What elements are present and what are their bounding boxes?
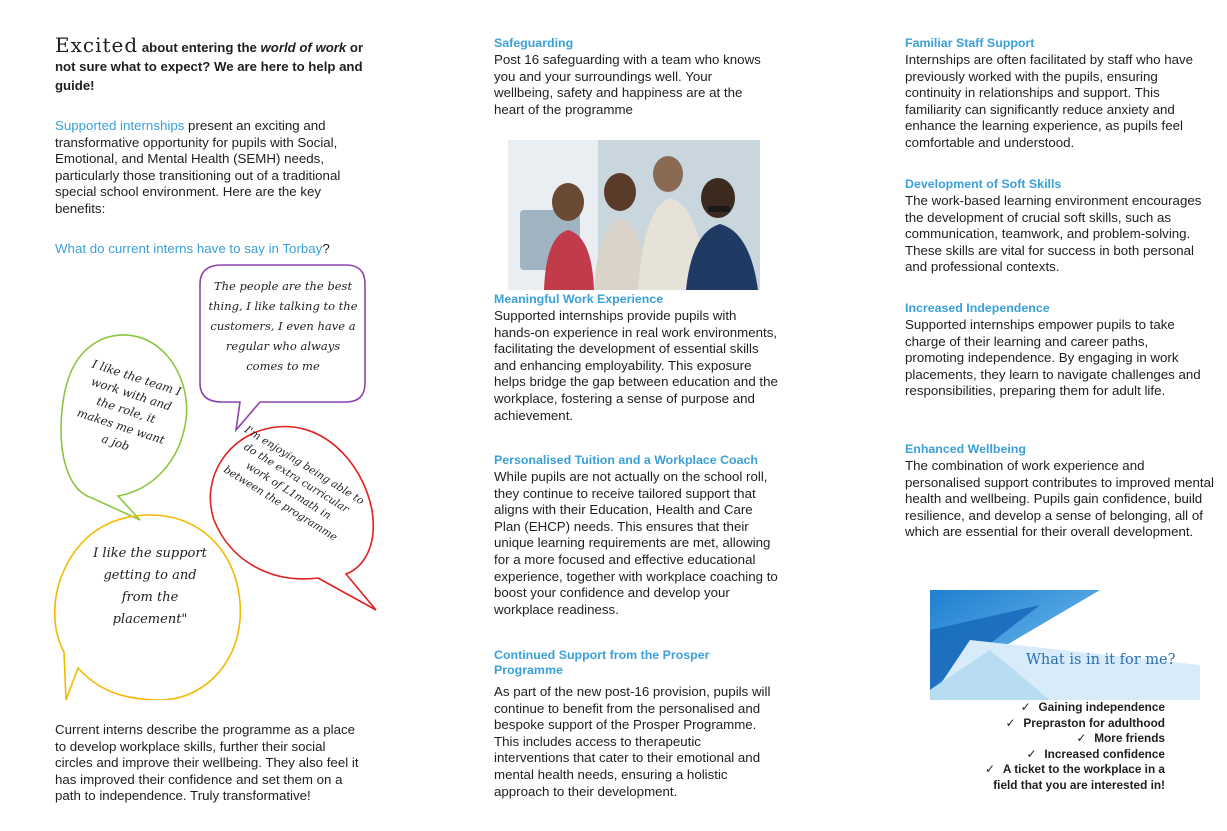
quote-enjoying: I'm enjoying being able to do the extra curricular work of L1math in between the programme: [221, 423, 367, 544]
quote-people: The people are the best thing, I like talking to the customers, I even have a regular who always comes to me: [208, 279, 358, 373]
safeguarding-heading: Safeguarding: [494, 36, 574, 50]
check-icon: ✓: [1005, 715, 1016, 730]
wellbeing-heading: Enhanced Wellbeing: [905, 442, 1026, 456]
benefit-item: ✓ More friends: [1076, 731, 1165, 745]
safeguarding-text: Post 16 safeguarding with a team who knows you and your surroundings well. Your wellbeing, safety and happiness are at the heart of the programme: [494, 52, 761, 117]
meaningful-work-heading: Meaningful Work Experience: [494, 292, 664, 306]
quote-team: I like the team I work with and the role, it makes me want a job: [75, 356, 183, 454]
quote-support: I like the support getting to and from the placement": [93, 546, 207, 627]
soft-skills-heading: Development of Soft Skills: [905, 177, 1062, 191]
tuition-heading: Personalised Tuition and a Workplace Coach: [494, 453, 758, 467]
intro-text-a: about entering the: [138, 40, 261, 55]
supported-internships-text: present an exciting and transformative opportunity for pupils with Social, Emotional, and Mental Health (SEMH) needs, particularly those transitioning out of a traditional special school environment. Here are the key benefits:: [55, 118, 341, 216]
benefits-list: [965, 700, 1165, 793]
intro-text-b: or not sure what to expect? We are here to help and guide!: [55, 40, 364, 93]
interns-question-text: What do current interns have to say in Torbay: [55, 241, 323, 256]
staff-support-heading: Familiar Staff Support: [905, 36, 1035, 50]
prosper-text: As part of the new post-16 provision, pupils will continue to benefit from the personalised and bespoke support of the Prosper Programme. This includes access to therapeutic interventions that cater to their emotional and mental health needs, ensuring a holistic approach to their development.: [494, 684, 771, 799]
benefit-item: ✓ Gaining independence: [1020, 700, 1165, 714]
excited-word: Excited: [55, 33, 139, 57]
supported-internships-link: Supported internships: [55, 118, 185, 133]
check-icon: ✓: [1076, 731, 1087, 745]
students-photo: [508, 140, 760, 290]
tuition-text: While pupils are not actually on the school roll, they continue to receive tailored support that aligns with their Education, Health and Care Plan (EHCP) needs. This ensures that their unique learning requirements are met, allowing for a more focused and effective educational experience, together with workplace coaching to boost your confidence and develop your workplace readiness.: [494, 469, 778, 617]
independence-heading: Increased Independence: [905, 301, 1050, 315]
check-icon: ✓: [1020, 700, 1031, 714]
meaningful-work-text: Supported internships provide pupils with hands-on experience in real work environments, facilitating the development of essential skills and enhancing employability. This exposure helps bridge the gap between education and the workplace, fostering a sense of purpose and achievement.: [494, 308, 778, 423]
prosper-heading: Continued Support from the Prosper Programme: [494, 648, 710, 677]
benefits-heading: What is in it for me?: [1026, 652, 1176, 668]
independence-text: Supported internships empower pupils to take charge of their learning and career paths, promoting independence. By engaging in work placements, they learn to navigate challenges and responsibilities, preparing them for adult life.: [905, 317, 1201, 399]
wellbeing-text: The combination of work experience and personalised support contributes to improved mental health and wellbeing. Pupils gain confidence, build resilience, and develop a sense of belonging, all of which are essential for their overall development.: [905, 458, 1214, 540]
soft-skills-text: The work-based learning environment encourages the development of crucial soft skills, such as communication, teamwork, and problem-solving. These skills are vital for success in both personal and professional contexts.: [905, 193, 1202, 275]
check-icon: ✓: [1026, 746, 1037, 761]
benefit-item: ✓ Increased confidence: [1026, 746, 1165, 761]
interns-question-mark: ?: [322, 241, 330, 256]
intro-emphasis: world of work: [260, 40, 347, 55]
benefit-item: ✓ Prepraston for adulthood: [1005, 715, 1165, 730]
interns-summary-paragraph: Current interns describe the programme as a place to develop workplace skills, further their social circles and improve their wellbeing. They also feel it has improved their confidence and set them on a path to independence. Truly transformative!: [55, 722, 359, 804]
staff-support-text: Internships are often facilitated by staff who have previously worked with the pupils, ensuring continuity in relationships and support. This familiarity can significantly reduce anxiety and enhance the learning experience, as pupils feel comfortable and understood.: [905, 52, 1194, 150]
check-icon: ✓: [984, 762, 995, 776]
benefit-item: ✓ A ticket to the workplace in a field that you are interested in!: [984, 762, 1165, 792]
blue-banner-graphic: [930, 590, 1200, 700]
